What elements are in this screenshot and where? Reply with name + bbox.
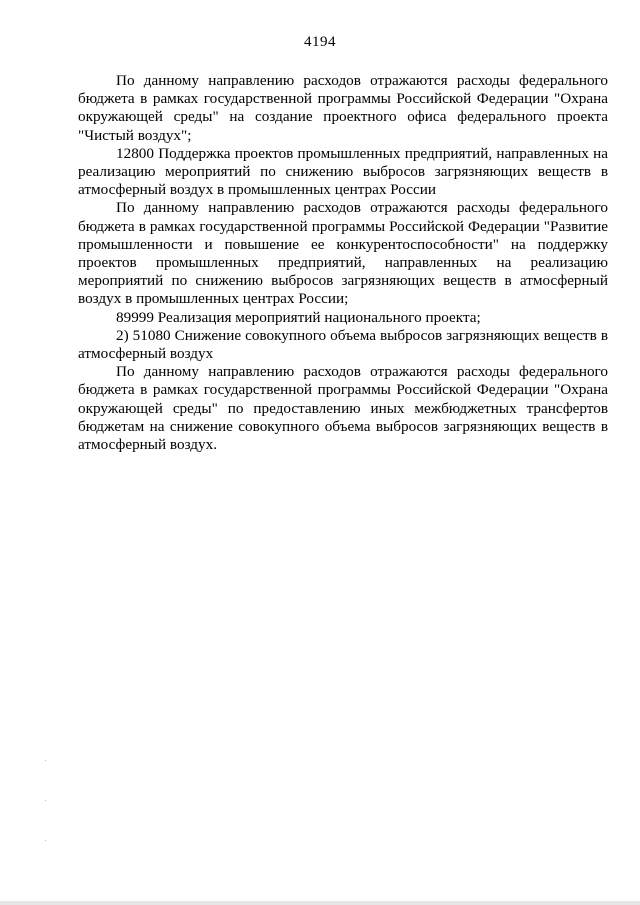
document-body [78,72,608,454]
paragraph-code-12800: 12800 Поддержка проектов промышленных предприятий, направленных на реализацию мероприятий по снижению выбросов загрязняющих веществ в атмосферный воздух в промышленных центрах России [78,144,608,199]
paragraph-code-51080: 2) 51080 Снижение совокупного объема выбросов загрязняющих веществ в атмосферный воздух [78,326,608,363]
scan-bottom-edge [0,901,640,905]
paragraph-transfers-funding: По данному направлению расходов отражаются расходы федерального бюджета в рамках государственной программы Российской Федерации "Охрана окружающей среды" по предоставлению иных межбюджетных трансфертов бюджетам на снижение совокупного объема выбросов загрязняющих веществ в атмосферный воздух. [78,363,608,454]
scan-artifact [45,760,46,761]
paragraph-industry-funding: По данному направлению расходов отражаются расходы федерального бюджета в рамках государственной программы Российской Федерации "Развитие промышленности и повышение ее конкурентоспособности" на поддержку проектов промышленных предприятий, направленных на реализацию мероприятий по снижению выбросов загрязняющих веществ в атмосферный воздух в промышленных центрах России; [78,199,608,308]
scan-artifact [45,840,46,841]
scan-artifact [45,800,46,801]
paragraph-office-funding: По данному направлению расходов отражаются расходы федерального бюджета в рамках государственной программы Российской Федерации "Охрана окружающей среды" на создание проектного офиса федерального проекта "Чистый воздух"; [78,72,608,144]
page-number: 4194 [304,34,336,50]
paragraph-code-89999: 89999 Реализация мероприятий национального проекта; [116,308,481,326]
